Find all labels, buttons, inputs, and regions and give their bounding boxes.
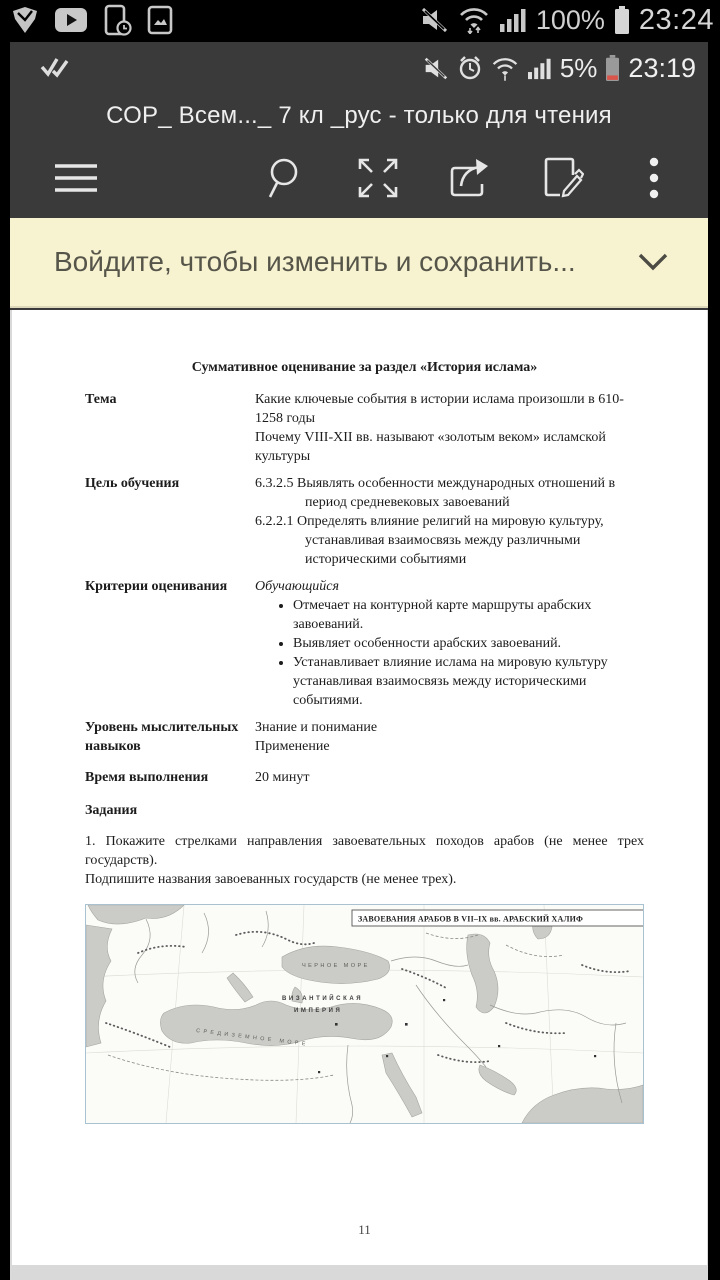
criteria-bullet-1: • Отмечает на контурной карте маршруты арабских завоеваний. [293, 596, 644, 634]
row-goal-label: Цель обучения [85, 476, 180, 491]
inner-status-bar [10, 42, 708, 94]
sign-in-message: Войдите, чтобы изменить и сохранить... [54, 246, 576, 277]
task-1-text: 1. Покажите стрелками направления завоевательных походов арабов (не менее трех государств). [85, 834, 644, 868]
task-1 [85, 832, 644, 889]
doc-heading: Суммативное оценивание за раздел «История ислама» [191, 360, 538, 375]
signal-icon [527, 57, 552, 80]
inner-clock: 23:19 [628, 52, 696, 83]
task-1-text-2: Подпишите названия завоеванных государств (не менее трех). [85, 872, 457, 887]
row-tema-label: Тема [85, 392, 117, 407]
inner-battery-percent: 5% [559, 52, 598, 83]
map-label-black-sea: ЧЕРНОЕ МОРЕ [302, 963, 370, 969]
outer-status-icons-left [6, 4, 174, 36]
row-levels-label: Уровень мыслительных навыков [85, 720, 239, 754]
arab-conquests-map [86, 905, 643, 1123]
app-toolbar [10, 138, 708, 218]
youtube-icon [54, 7, 88, 33]
screenshot-icon [146, 5, 174, 35]
row-time [85, 768, 644, 787]
viewed-screenshot [10, 42, 708, 1280]
overflow-menu-button[interactable] [622, 146, 686, 210]
search-button[interactable] [254, 146, 318, 210]
goal-item-2: 6.2.2.1 Определять влияние религий на мировую культуру, устанавливая взаимосвязь между различными историческими событиями [255, 514, 604, 567]
mute-icon [422, 56, 449, 81]
outer-battery-percent: 100% [535, 4, 605, 35]
goal-item-1: 6.3.2.5 Выявлять особенности международных отношений в период средневековых завоеваний [255, 476, 616, 510]
shield-icon [10, 5, 40, 35]
menu-button[interactable] [44, 146, 108, 210]
mute-icon [419, 6, 449, 34]
levels-line-2: Применение [255, 739, 330, 754]
edit-icon [540, 155, 584, 201]
map-label-byzantine-1: ВИЗАНТИЙСКАЯ [282, 996, 364, 1002]
map-label-mediterranean: СРЕДИЗЕМНОЕ МОРЕ [195, 1028, 310, 1048]
criteria-list [255, 596, 644, 710]
search-icon [264, 155, 308, 201]
page-number: 11 [358, 1222, 371, 1237]
document-page [12, 310, 707, 1265]
levels-line-1: Знание и понимание [255, 720, 378, 735]
signal-icon [499, 7, 527, 33]
row-tema [85, 390, 644, 466]
outer-status-bar [0, 0, 720, 40]
chevron-down-icon[interactable] [636, 251, 670, 273]
row-criteria [85, 577, 644, 710]
criteria-intro: Обучающийся [255, 579, 340, 594]
row-criteria-label: Критерии оценивания [85, 579, 228, 594]
row-levels [85, 718, 644, 756]
wifi-icon [491, 56, 519, 81]
map-title: ЗАВОЕВАНИЯ АРАБОВ В VII–IX вв. АРАБСКИЙ ХАЛИФ [358, 914, 584, 924]
fullscreen-button[interactable] [346, 146, 410, 210]
sign-in-banner[interactable] [10, 218, 708, 308]
wifi-icon [458, 6, 490, 34]
overflow-icon [648, 155, 660, 201]
fullscreen-icon [356, 156, 400, 200]
outer-status-icons-right [419, 4, 714, 37]
share-button[interactable] [438, 146, 502, 210]
battery-icon [614, 6, 630, 34]
row-goal [85, 474, 644, 569]
app-title-bar [10, 94, 708, 138]
time-value: 20 минут [255, 770, 310, 785]
alarm-icon [457, 55, 483, 81]
inner-status-icons-right [422, 53, 696, 84]
battery-low-icon [605, 55, 620, 81]
share-icon [447, 156, 493, 200]
map-label-byzantine-2: ИМПЕРИЯ [294, 1008, 343, 1014]
map-figure [85, 904, 644, 1124]
criteria-bullet-3: • Устанавливает влияние ислама на мировую культуру устанавливая взаимосвязь между историческими событиями. [293, 653, 644, 710]
edit-button[interactable] [530, 146, 594, 210]
tasks-heading: Задания [85, 803, 138, 818]
document-title-readonly: СОР_ Всем..._ 7 кл _рус - только для чтения [106, 102, 612, 129]
outer-clock: 23:24 [638, 3, 714, 36]
tema-line-2: Почему VIII-XII вв. называют «золотым веком» исламской культуры [255, 430, 606, 464]
row-time-label: Время выполнения [85, 770, 209, 785]
double-check-icon [40, 55, 70, 81]
tema-line-1: Какие ключевые события в истории ислама произошли в 610-1258 годы [255, 392, 624, 426]
criteria-bullet-2: • Выявляет особенности арабских завоеваний. [293, 634, 644, 653]
document-viewport[interactable] [10, 310, 708, 1280]
menu-icon [53, 161, 99, 195]
phone-clock-icon [102, 4, 132, 36]
